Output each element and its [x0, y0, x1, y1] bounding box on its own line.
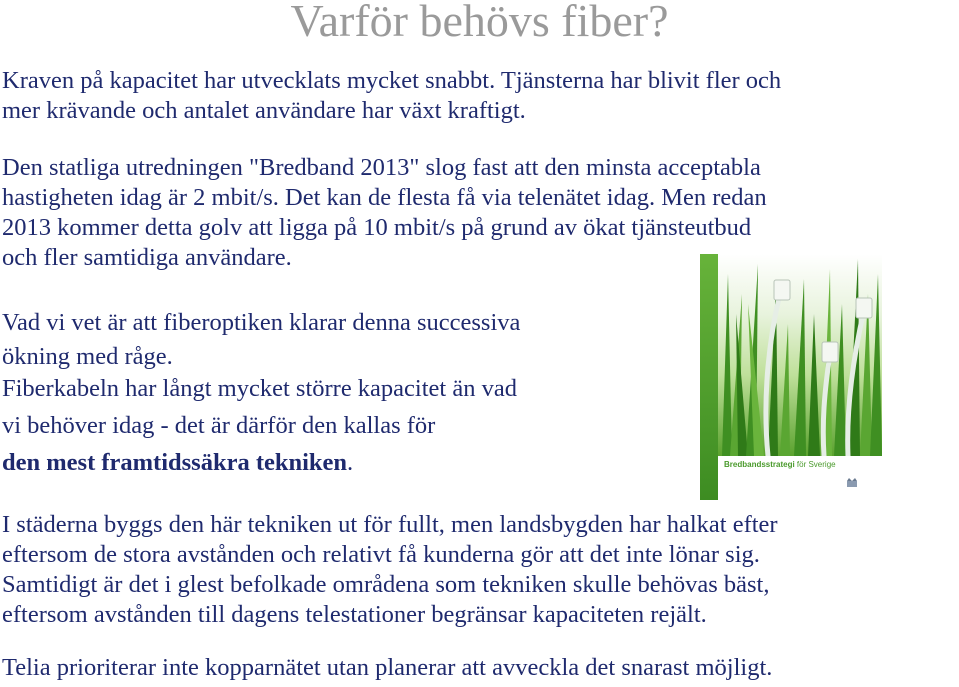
text-line: ökning med råge.: [2, 343, 173, 370]
paragraph-fiberoptics: [2, 306, 520, 374]
text-line: mer krävande och antalet användare har växt kraftigt.: [2, 97, 526, 124]
text-line: eftersom de stora avstånden och relativt få kunderna gör att det inte lönar sig.: [2, 541, 760, 568]
cover-title: [724, 460, 836, 469]
text-line: Kraven på kapacitet har utvecklats mycket snabbt. Tjänsterna har blivit fler och: [2, 67, 782, 94]
grass-cable-photo: [718, 254, 882, 456]
text-line: Den statliga utredningen "Bredband 2013" slog fast att den minsta acceptabla: [2, 154, 761, 181]
paragraph-report: [2, 153, 767, 273]
text-line: Fiberkabeln har långt mycket större kapacitet än vad: [2, 375, 517, 402]
book-cover-image: [700, 254, 882, 500]
text-line: 2013 kommer detta golv att ligga på 10 mbit/s på grund av ökat tjänsteutbud: [2, 214, 752, 241]
grass-illustration: [718, 254, 882, 456]
text-line: hastigheten idag är 2 mbit/s. Det kan de flesta få via telenätet idag. Men redan: [2, 184, 767, 211]
page-title: Varför behövs fiber?: [290, 0, 669, 46]
text-line: .: [347, 449, 354, 476]
text-line: Vad vi vet är att fiberoptiken klarar denna successiva: [2, 309, 521, 336]
paragraph-rural: [2, 510, 778, 630]
cover-title-rest: för Sverige: [794, 460, 836, 469]
text-line: eftersom avstånden till dagens telestationer begränsar kapaciteten rejält.: [2, 601, 707, 628]
text-line: och fler samtidiga användare.: [2, 244, 292, 271]
text-line: Samtidigt är det i glest befolkade områdena som tekniken skulle behövas bäst,: [2, 571, 770, 598]
paragraph-capacity-future: [2, 370, 517, 481]
crown-seal-icon: [845, 478, 859, 488]
emphasis-text: den mest framtidssäkra tekniken: [2, 449, 348, 476]
paragraph-telia: Telia prioriterar inte kopparnätet utan planerar att avveckla det snarast möjligt.: [2, 654, 773, 681]
cover-spine: [700, 254, 718, 500]
text-line: I städerna byggs den här tekniken ut för fullt, men landsbygden har halkat efter: [2, 511, 778, 538]
text-line: vi behöver idag - det är därför den kallas för: [2, 412, 436, 439]
paragraph-capacity: [2, 66, 781, 126]
cover-title-bold: Bredbandsstrategi: [724, 460, 795, 469]
